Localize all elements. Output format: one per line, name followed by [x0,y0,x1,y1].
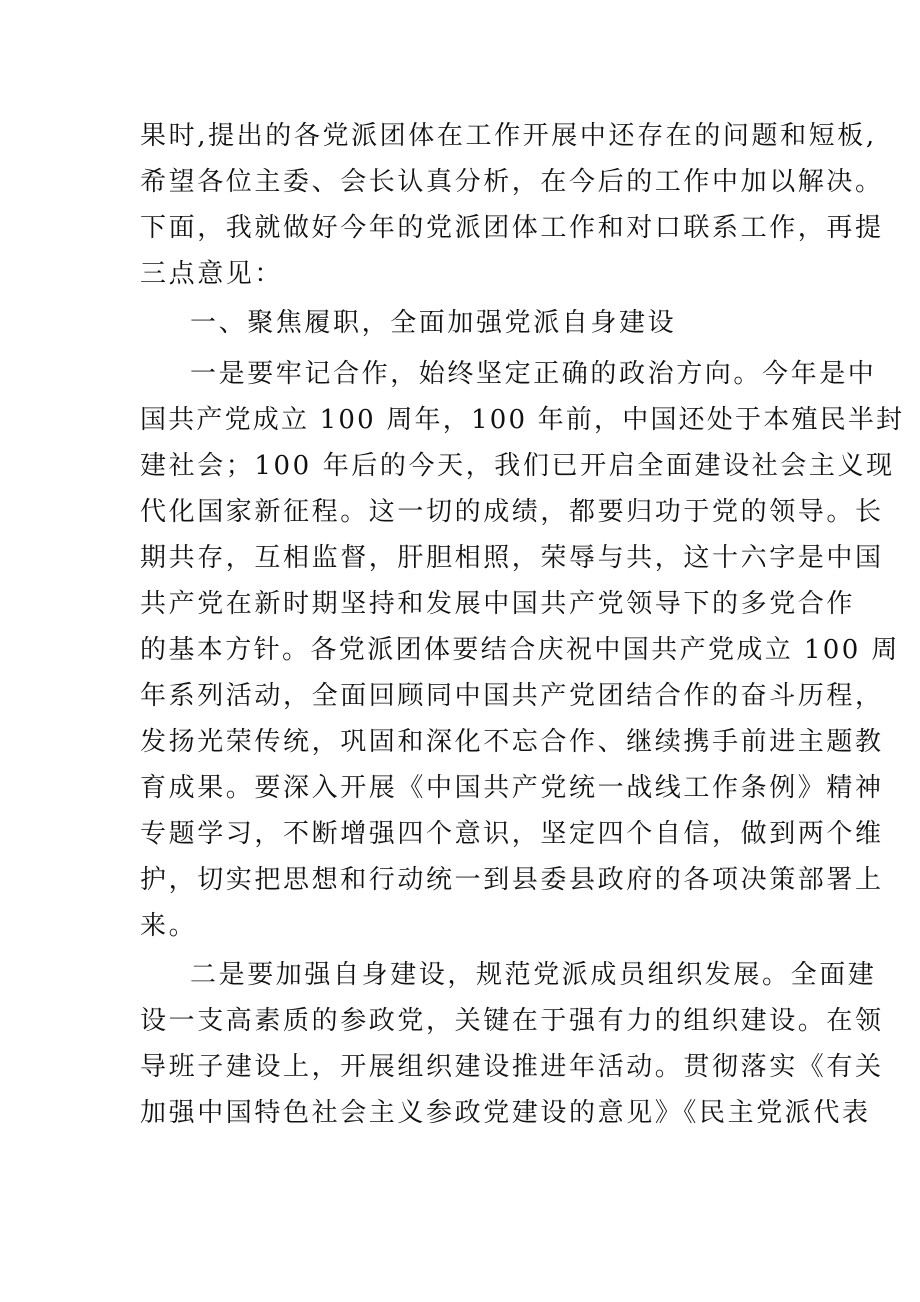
text-line: 发扬光荣传统，巩固和深化不忘合作、继续携手前进主题教 [140,727,884,757]
text-line: 共产党在新时期坚持和发展中国共产党领导下的多党合作 [140,589,856,619]
text-line: 育成果。要深入开展《中国共产党统一战线工作条例》精神 [140,773,884,803]
text-line: 下面，我就做好今年的党派团体工作和对口联系工作，再提 [140,213,884,243]
text-line: 专题学习，不断增强四个意识，坚定四个自信，做到两个维 [140,819,884,849]
text-line: 一是要牢记合作，始终坚定正确的政治方向。今年是中 [190,359,877,389]
text-line: 果时,提出的各党派团体在工作开展中还存在的问题和短板, [140,121,877,151]
text-line: 年系列活动，全面回顾同中国共产党团结合作的奋斗历程， [140,681,884,711]
text-line: 设一支高素质的参政党，关键在于强有力的组织建设。在领 [140,1006,884,1036]
section-heading: 一、聚焦履职，全面加强党派自身建设 [190,308,677,338]
text-line: 希望各位主委、会长认真分析，在今后的工作中加以解决。 [140,167,884,197]
text-line: 导班子建设上，开展组织建设推进年活动。贯彻落实《有关 [140,1052,884,1082]
text-line: 建社会；100 年后的今天，我们已开启全面建设社会主义现 [140,451,895,481]
text-line: 加强中国特色社会主义参政党建设的意见》《民主党派代表 [140,1098,871,1128]
text-line: 二是要加强自身建设，规范党派成员组织发展。全面建 [190,960,877,990]
text-line: 的基本方针。各党派团体要结合庆祝中国共产党成立 100 周 [140,635,900,665]
text-line: 来。 [140,911,198,941]
text-line: 三点意见： [140,259,284,289]
text-line: 护，切实把思想和行动统一到县委县政府的各项决策部署上 [140,865,884,895]
text-line: 代化国家新征程。这一切的成绩，都要归功于党的领导。长 [140,497,884,527]
text-line: 期共存，互相监督，肝胆相照，荣辱与共，这十六字是中国 [140,543,884,573]
text-line: 国共产党成立 100 周年，100 年前，中国还处于本殖民半封 [140,405,905,435]
